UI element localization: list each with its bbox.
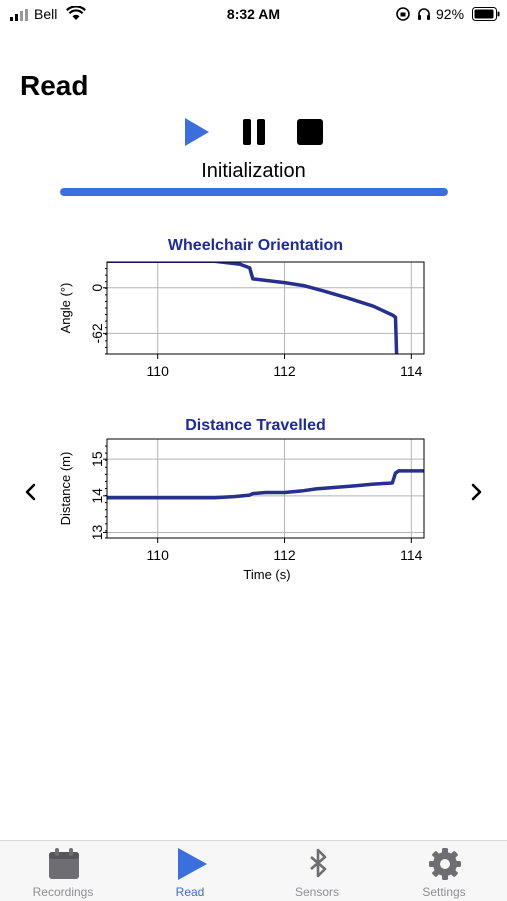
play-button[interactable] xyxy=(181,116,213,148)
chart-title: Distance Travelled xyxy=(185,417,326,434)
distance-chart xyxy=(0,408,507,583)
previous-chart-button[interactable] xyxy=(16,478,44,506)
bluetooth-icon xyxy=(301,847,335,881)
tab-label: Sensors xyxy=(294,885,340,899)
series-line xyxy=(107,261,424,357)
transport-controls xyxy=(0,116,507,148)
x-tick-label: 110 xyxy=(146,363,169,379)
progress-bar xyxy=(60,188,448,196)
y-axis-label: Distance (m) xyxy=(58,451,73,526)
next-chart-button[interactable] xyxy=(463,478,491,506)
pause-button[interactable] xyxy=(238,116,270,148)
status-time: 8:32 AM xyxy=(226,6,281,22)
tab-label: Settings xyxy=(422,885,466,899)
battery-percent: 92% xyxy=(436,6,465,22)
tab-label: Read xyxy=(175,885,205,899)
orientation-lock-icon xyxy=(396,7,410,21)
tab-label: Recordings xyxy=(32,885,94,899)
stop-icon xyxy=(294,116,326,148)
page-title: Read xyxy=(20,70,89,101)
chart-title: Wheelchair Orientation xyxy=(167,237,344,254)
calendar-icon xyxy=(47,847,81,881)
tab-read[interactable] xyxy=(127,841,253,901)
play-icon xyxy=(181,116,213,148)
series-line xyxy=(107,471,424,498)
battery-icon xyxy=(472,7,500,21)
stop-button[interactable] xyxy=(294,116,326,148)
tab-sensors[interactable] xyxy=(254,841,380,901)
y-tick-label: 13 xyxy=(89,524,105,541)
progress-fill xyxy=(60,188,448,196)
chevron-right-icon xyxy=(463,478,491,506)
y-axis-label: Angle (°) xyxy=(58,282,73,334)
x-tick-label: 114 xyxy=(400,363,423,379)
y-tick-label: -62 xyxy=(89,323,105,344)
gear-icon xyxy=(428,847,462,881)
pause-icon xyxy=(238,116,270,148)
headphones-icon xyxy=(417,7,431,21)
tab-recordings[interactable] xyxy=(0,841,126,901)
y-tick-label: 15 xyxy=(89,451,105,467)
y-tick-label: 14 xyxy=(89,488,105,504)
y-tick-label: 0 xyxy=(89,283,105,292)
chevron-left-icon xyxy=(16,478,44,506)
tab-settings[interactable] xyxy=(381,841,507,901)
x-tick-label: 110 xyxy=(146,547,169,563)
x-tick-label: 112 xyxy=(273,363,296,379)
phase-label: Initialization xyxy=(201,160,306,182)
tab-bar xyxy=(0,840,507,901)
status-bar xyxy=(0,0,507,30)
plot-frame xyxy=(107,439,424,538)
x-tick-label: 114 xyxy=(400,547,423,563)
orientation-chart xyxy=(0,228,507,398)
x-tick-label: 112 xyxy=(273,547,296,563)
x-axis-label: Time (s) xyxy=(243,567,291,582)
play-icon xyxy=(174,847,208,881)
carrier-name: Bell xyxy=(34,6,58,22)
